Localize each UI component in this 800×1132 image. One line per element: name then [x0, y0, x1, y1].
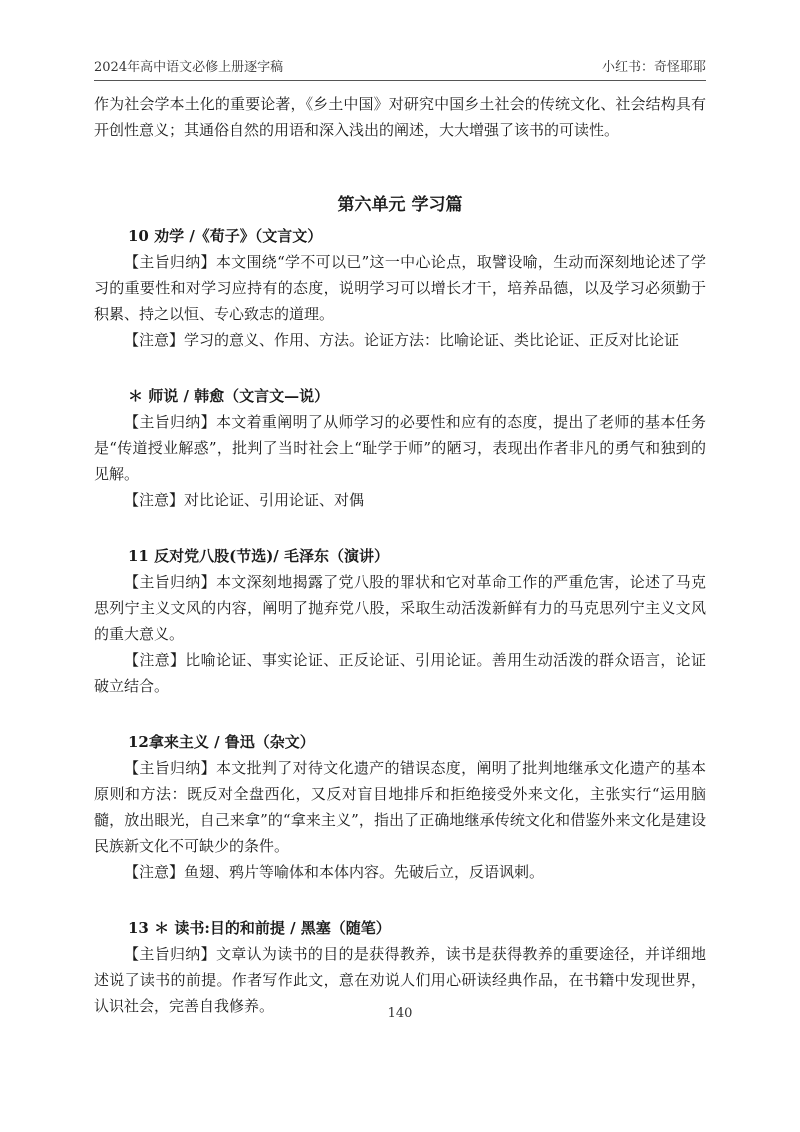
lesson-section	[94, 543, 706, 699]
lesson-theme: 【主旨归纳】文章认为读书的目的是获得教养，读书是获得教养的重要途径，并详细地述说了读书的前提。作者写作此文，意在劝说人们用心研读经典作品，在书籍中发现世界，认识社会，完善自我修养。	[94, 945, 706, 1015]
lesson-section	[94, 915, 706, 1019]
lesson-theme: 【主旨归纳】本文批判了对待文化遗产的错误态度，阐明了批判地继承文化遗产的基本原则和方法：既反对全盘西化，又反对盲目地排斥和拒绝接受外来文化，主张实行“运用脑髓，放出眼光，自己来拿”的“拿来主义”，指出了正确地继承传统文化和借鉴外来文化是建设民族新文化不可缺少的条件。	[94, 759, 706, 855]
lesson-section	[94, 383, 706, 513]
lesson-title: 11 反对党八股(节选)/ 毛泽东（演讲）	[128, 547, 389, 565]
page-content	[94, 91, 706, 1019]
lesson-note: 【注意】学习的意义、作用、方法。论证方法：比喻论证、类比论证、正反对比论证	[124, 331, 680, 349]
lesson-section	[94, 729, 706, 885]
lesson-title: 12拿来主义 / 鲁迅（杂文）	[128, 733, 315, 751]
header-divider	[94, 80, 706, 81]
lesson-theme: 【主旨归纳】本文着重阐明了从师学习的必要性和应有的态度，提出了老师的基本任务是“传道授业解惑”，批判了当时社会上“耻学于师”的陋习，表现出作者非凡的勇气和独到的见解。	[94, 413, 706, 483]
lesson-title: 10 劝学 /《荀子》（文言文）	[128, 227, 323, 245]
intro-paragraph: 作为社会学本土化的重要论著，《乡土中国》对研究中国乡土社会的传统文化、社会结构具有开创性意义；其通俗自然的用语和深入浅出的阐述，大大增强了该书的可读性。	[94, 95, 706, 139]
lesson-section	[94, 223, 706, 353]
lesson-theme: 【主旨归纳】本文围绕“学不可以已”这一中心论点，取譬设喻，生动而深刻地论述了学习的重要性和对学习应持有的态度，说明学习可以增长才干，培养品德，以及学习必须勤于积累、持之以恒、专心致志的道理。	[94, 253, 706, 323]
lesson-note: 【注意】比喻论证、事实论证、正反论证、引用论证。善用生动活泼的群众语言，论证破立结合。	[94, 651, 706, 695]
unit-title: 第六单元 学习篇	[337, 195, 463, 215]
page-number: 140	[387, 1006, 413, 1021]
header-author: 小红书：奇怪耶耶	[601, 60, 706, 75]
page-header	[94, 56, 706, 75]
header-title: 2024年高中语文必修上册逐字稿	[94, 60, 284, 75]
lesson-title: ＊ 师说 / 韩愈（文言文—说）	[128, 387, 330, 405]
lesson-note: 【注意】对比论证、引用论证、对偶	[124, 491, 365, 509]
lesson-title: 13 ＊ 读书:目的和前提 / 黑塞（随笔）	[128, 919, 391, 937]
lesson-theme: 【主旨归纳】本文深刻地揭露了党八股的罪状和它对革命工作的严重危害，论述了马克思列宁主义文风的内容，阐明了抛弃党八股，采取生动活泼新鲜有力的马克思列宁主义文风的重大意义。	[94, 573, 706, 643]
lesson-note: 【注意】鱼翅、鸦片等喻体和本体内容。先破后立，反语讽刺。	[124, 863, 545, 881]
